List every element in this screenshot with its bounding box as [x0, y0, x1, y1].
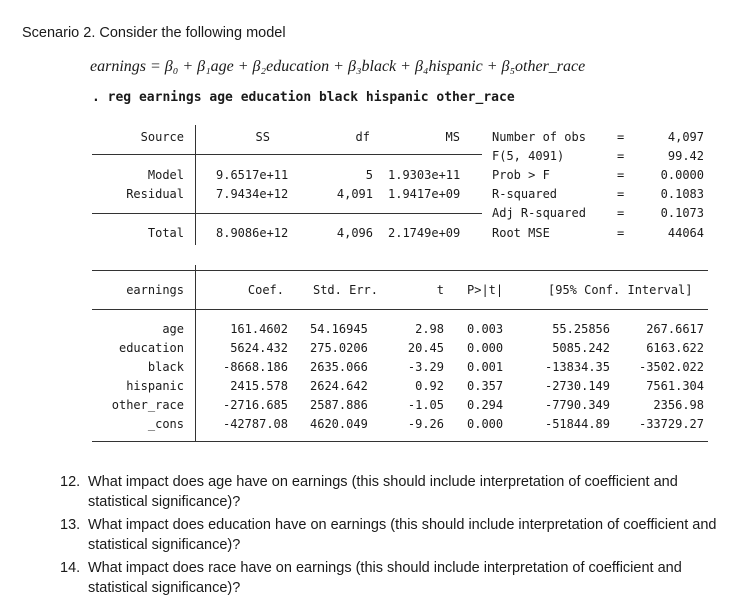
coef-row-se: 275.0206: [310, 341, 368, 355]
coef-row-t: -3.29: [407, 360, 444, 374]
coef-row-hi: 6163.622: [646, 341, 704, 355]
anova-row-source: Total: [147, 226, 184, 240]
coef-row-p: 0.000: [467, 417, 504, 431]
coef-row-p: 0.003: [467, 322, 504, 336]
stat-value: 0.0000: [660, 168, 704, 182]
coef-row-se: 2635.066: [310, 360, 368, 374]
coef-row-se: 54.16945: [310, 322, 368, 336]
anova-row-source: Residual: [126, 187, 184, 201]
coef-row-coef: -8668.186: [222, 360, 288, 374]
coef-row-t: 2.98: [415, 322, 444, 336]
coef-row-coef: -42787.08: [222, 417, 288, 431]
coef-row-t: -9.26: [407, 417, 444, 431]
anova-row-df: 5: [365, 168, 373, 182]
anova-row-ss: 8.9086e+12: [216, 226, 289, 240]
stat-eq: =: [617, 168, 625, 182]
stat-value: 99.42: [667, 149, 704, 163]
stat-value: 0.1083: [660, 187, 704, 201]
stat-eq: =: [617, 187, 625, 201]
scenario-title: Scenario 2. Consider the following model: [22, 25, 286, 41]
anova-row-source: Model: [147, 168, 184, 182]
stat-label: Adj R-squared: [492, 206, 586, 220]
coef-row-var: education: [118, 341, 184, 355]
stat-value: 44064: [667, 226, 704, 240]
anova-header-df: df: [355, 130, 370, 144]
stat-label: Number of obs: [492, 130, 586, 144]
question-number: 13.: [60, 517, 81, 533]
coef-row-hi: 7561.304: [646, 379, 704, 393]
anova-header-ms: MS: [445, 130, 460, 144]
coef-row-coef: 5624.432: [230, 341, 288, 355]
question-text: What impact does education have on earnings (this should include interpretation of coefficient and statistical significance)?: [88, 517, 717, 553]
stat-label: F(5, 4091): [492, 149, 565, 163]
coef-row-se: 2587.886: [310, 398, 368, 412]
coef-row-lo: -2730.149: [544, 379, 610, 393]
coef-row-se: 2624.642: [310, 379, 368, 393]
stat-label: Prob > F: [492, 168, 550, 182]
coef-row-t: -1.05: [407, 398, 444, 412]
stat-label: R-squared: [492, 187, 558, 201]
coef-row-t: 0.92: [415, 379, 444, 393]
anova-header-ss: SS: [255, 130, 270, 144]
stat-label: Root MSE: [492, 226, 550, 240]
stat-value: 0.1073: [660, 206, 704, 220]
anova-row-df: 4,091: [336, 187, 373, 201]
anova-header-source: Source: [140, 130, 184, 144]
coef-row-var: black: [147, 360, 184, 374]
coef-row-hi: 2356.98: [653, 398, 704, 412]
coef-row-coef: -2716.685: [222, 398, 288, 412]
anova-row-ms: 2.1749e+09: [388, 226, 461, 240]
depvar-label: earnings: [126, 283, 184, 297]
coef-row-var: other_race: [111, 398, 184, 412]
anova-row-ss: 7.9434e+12: [216, 187, 289, 201]
anova-row-df: 4,096: [336, 226, 373, 240]
anova-row-ss: 9.6517e+11: [216, 168, 289, 182]
coef-header: Std. Err.: [312, 283, 378, 297]
question-text: What impact does age have on earnings (this should include interpretation of coefficient and statistical significance)?: [88, 474, 678, 510]
coef-row-p: 0.357: [467, 379, 504, 393]
coef-row-var: hispanic: [126, 379, 184, 393]
coef-row-lo: 55.25856: [552, 322, 610, 336]
coef-row-lo: 5085.242: [552, 341, 610, 355]
anova-row-ms: 1.9303e+11: [388, 168, 461, 182]
coef-row-p: 0.000: [467, 341, 504, 355]
stat-eq: =: [617, 130, 625, 144]
coef-header: [95% Conf. Interval]: [548, 283, 693, 297]
stat-eq: =: [617, 149, 625, 163]
coef-row-hi: 267.6617: [646, 322, 704, 336]
coef-row-lo: -7790.349: [544, 398, 610, 412]
stata-command: . reg earnings age education black hispanic other_race: [92, 90, 515, 105]
coef-row-coef: 161.4602: [230, 322, 288, 336]
coef-row-se: 4620.049: [310, 417, 368, 431]
coef-row-t: 20.45: [407, 341, 444, 355]
coef-header: t: [436, 283, 444, 297]
anova-row-ms: 1.9417e+09: [388, 187, 461, 201]
coef-row-hi: -3502.022: [638, 360, 704, 374]
coef-row-coef: 2415.578: [230, 379, 288, 393]
question-text: What impact does race have on earnings (this should include interpretation of coefficient and statistical significance)?: [88, 560, 682, 596]
question-number: 12.: [60, 474, 81, 490]
stat-eq: =: [617, 206, 625, 220]
stat-value: 4,097: [667, 130, 704, 144]
question-number: 14.: [60, 560, 81, 576]
coef-header: P>|t|: [467, 283, 504, 297]
coef-row-p: 0.294: [467, 398, 504, 412]
model-equation: earnings = β₀ + β₁age + β₂education + β₃black + β₄hispanic + β₅other_race: [90, 58, 586, 75]
coef-row-hi: -33729.27: [638, 417, 704, 431]
coef-row-p: 0.001: [467, 360, 504, 374]
coef-row-lo: -13834.35: [544, 360, 610, 374]
stat-eq: =: [617, 226, 625, 240]
coef-row-var: age: [162, 322, 184, 336]
coef-row-var: _cons: [147, 417, 184, 431]
coef-header: Coef.: [247, 283, 284, 297]
coef-row-lo: -51844.89: [544, 417, 610, 431]
